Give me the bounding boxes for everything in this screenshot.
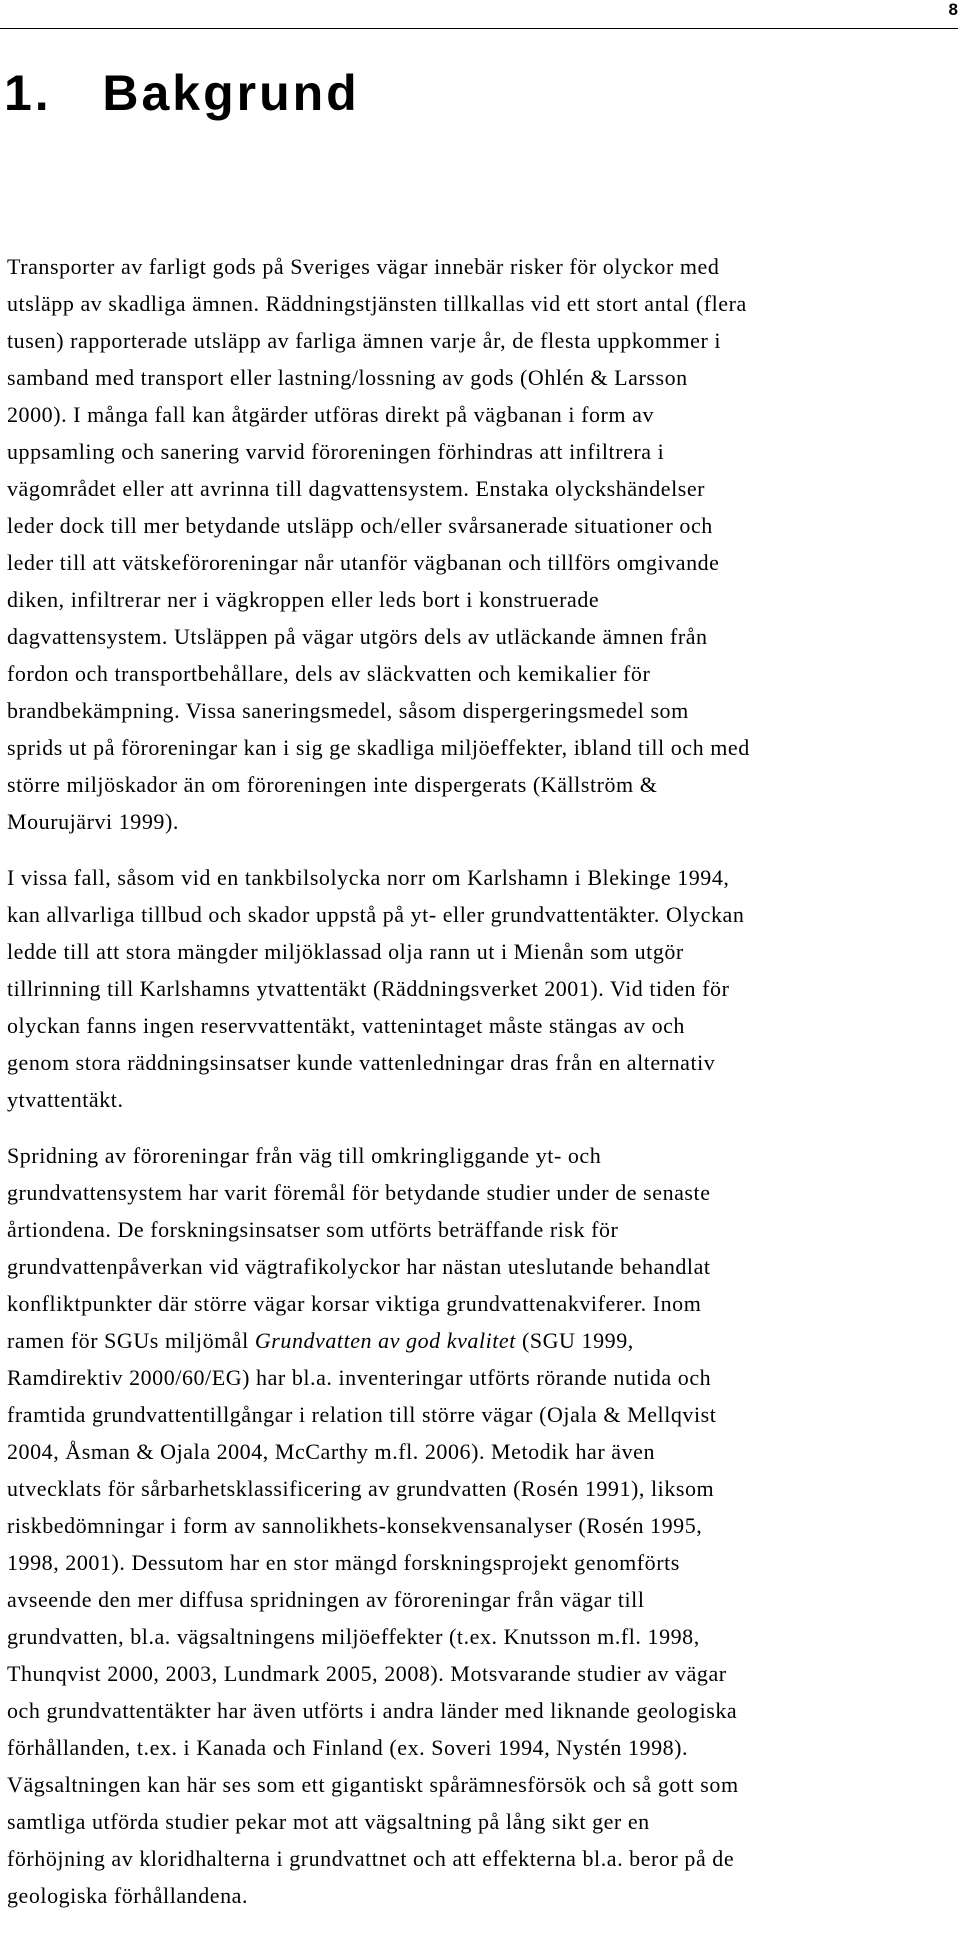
text-line: förhöjning av kloridhalterna i grundvattnet och att effekterna bl.a. beror på de: [7, 1846, 735, 1871]
body-text: [7, 248, 957, 1933]
paragraph-1: [7, 248, 957, 840]
text-line: ytvattentäkt.: [7, 1087, 124, 1112]
text-line: Spridning av föroreningar från väg till omkringliggande yt- och: [7, 1143, 602, 1168]
text-line: tillrinning till Karlshamns ytvattentäkt (Räddningsverket 2001). Vid tiden för: [7, 976, 730, 1001]
paragraph-2: [7, 859, 957, 1118]
text-line: riskbedömningar i form av sannolikhets-konsekvensanalyser (Rosén 1995,: [7, 1513, 703, 1538]
text-line: förhållanden, t.ex. i Kanada och Finland (ex. Soveri 1994, Nystén 1998).: [7, 1735, 689, 1760]
text-line: fordon och transportbehållare, dels av släckvatten och kemikalier för: [7, 661, 651, 686]
text-line: och grundvattentäkter har även utförts i andra länder med liknande geologiska: [7, 1698, 738, 1723]
text-line: 2004, Åsman & Ojala 2004, McCarthy m.fl. 2006). Metodik har även: [7, 1439, 656, 1464]
header-rule: [0, 28, 958, 29]
text-line: Thunqvist 2000, 2003, Lundmark 2005, 2008). Motsvarande studier av vägar: [7, 1661, 727, 1686]
text-line: 2000). I många fall kan åtgärder utföras direkt på vägbanan i form av: [7, 402, 654, 427]
text-line: vägområdet eller att avrinna till dagvattensystem. Enstaka olyckshändelser: [7, 476, 706, 501]
text-line: sprids ut på föroreningar kan i sig ge skadliga miljöeffekter, ibland till och med: [7, 735, 750, 760]
text-line: uppsamling och sanering varvid föroreningen förhindras att infiltrera i: [7, 439, 665, 464]
text-line: Mourujärvi 1999).: [7, 809, 179, 834]
text-line: samtliga utförda studier pekar mot att vägsaltning på lång sikt ger en: [7, 1809, 650, 1834]
page-number: 8: [948, 0, 958, 19]
text-line: ledde till att stora mängder miljöklassad olja rann ut i Mienån som utgör: [7, 939, 684, 964]
text-line: leder till att vätskeföroreningar når utanför vägbanan och tillförs omgivande: [7, 550, 720, 575]
text-line: diken, infiltrerar ner i vägkroppen eller leds bort i konstruerade: [7, 587, 600, 612]
text-line: grundvattenpåverkan vid vägtrafikolyckor har nästan uteslutande behandlat: [7, 1254, 711, 1279]
text-line: utsläpp av skadliga ämnen. Räddningstjänsten tillkallas vid ett stort antal (flera: [7, 291, 747, 316]
text-line: olyckan fanns ingen reservvattentäkt, vattenintaget måste stängas av och: [7, 1013, 685, 1038]
italic-title: Grundvatten av god kvalitet: [254, 1328, 516, 1353]
text-line: genom stora räddningsinsatser kunde vattenledningar dras från en alternativ: [7, 1050, 716, 1075]
text-line: 1998, 2001). Dessutom har en stor mängd forskningsprojekt genomförts: [7, 1550, 680, 1575]
text-line: I vissa fall, såsom vid en tankbilsolycka norr om Karlshamn i Blekinge 1994,: [7, 865, 730, 890]
text-line: Transporter av farligt gods på Sveriges vägar innebär risker för olyckor med: [7, 254, 720, 279]
text-line: utvecklats för sårbarhetsklassificering av grundvatten (Rosén 1991), liksom: [7, 1476, 715, 1501]
text-line: grundvatten, bl.a. vägsaltningens miljöeffekter (t.ex. Knutsson m.fl. 1998,: [7, 1624, 700, 1649]
text-line: större miljöskador än om föroreningen inte dispergerats (Källström &: [7, 772, 658, 797]
chapter-title: 1. Bakgrund: [4, 65, 360, 121]
text-line: brandbekämpning. Vissa saneringsmedel, såsom dispergeringsmedel som: [7, 698, 689, 723]
text-line: grundvattensystem har varit föremål för betydande studier under de senaste: [7, 1180, 711, 1205]
text-line: leder dock till mer betydande utsläpp och/eller svårsanerade situationer och: [7, 513, 713, 538]
text-line: samband med transport eller lastning/lossning av gods (Ohlén & Larsson: [7, 365, 688, 390]
text-line: årtiondena. De forskningsinsatser som utförts beträffande risk för: [7, 1217, 619, 1242]
text-segment: (SGU 1999,: [515, 1328, 634, 1353]
text-segment: ramen för SGUs miljömål: [7, 1328, 255, 1353]
text-line: Ramdirektiv 2000/60/EG) har bl.a. inventeringar utförts rörande nutida och: [7, 1365, 712, 1390]
text-line: dagvattensystem. Utsläppen på vägar utgörs dels av utläckande ämnen från: [7, 624, 708, 649]
text-line: kan allvarliga tillbud och skador uppstå på yt- eller grundvattentäkter. Olyckan: [7, 902, 745, 927]
text-line: avseende den mer diffusa spridningen av föroreningar från vägar till: [7, 1587, 645, 1612]
text-line: geologiska förhållandena.: [7, 1883, 249, 1908]
text-line: konfliktpunkter där större vägar korsar viktiga grundvattenakviferer. Inom: [7, 1291, 702, 1316]
text-line: tusen) rapporterade utsläpp av farliga ämnen varje år, de flesta uppkommer i: [7, 328, 722, 353]
text-line-with-italic: [7, 1322, 957, 1359]
text-line: Vägsaltningen kan här ses som ett gigantiskt spårämnesförsök och så gott som: [7, 1772, 739, 1797]
paragraph-3: [7, 1137, 957, 1914]
text-line: framtida grundvattentillgångar i relation till större vägar (Ojala & Mellqvist: [7, 1402, 717, 1427]
